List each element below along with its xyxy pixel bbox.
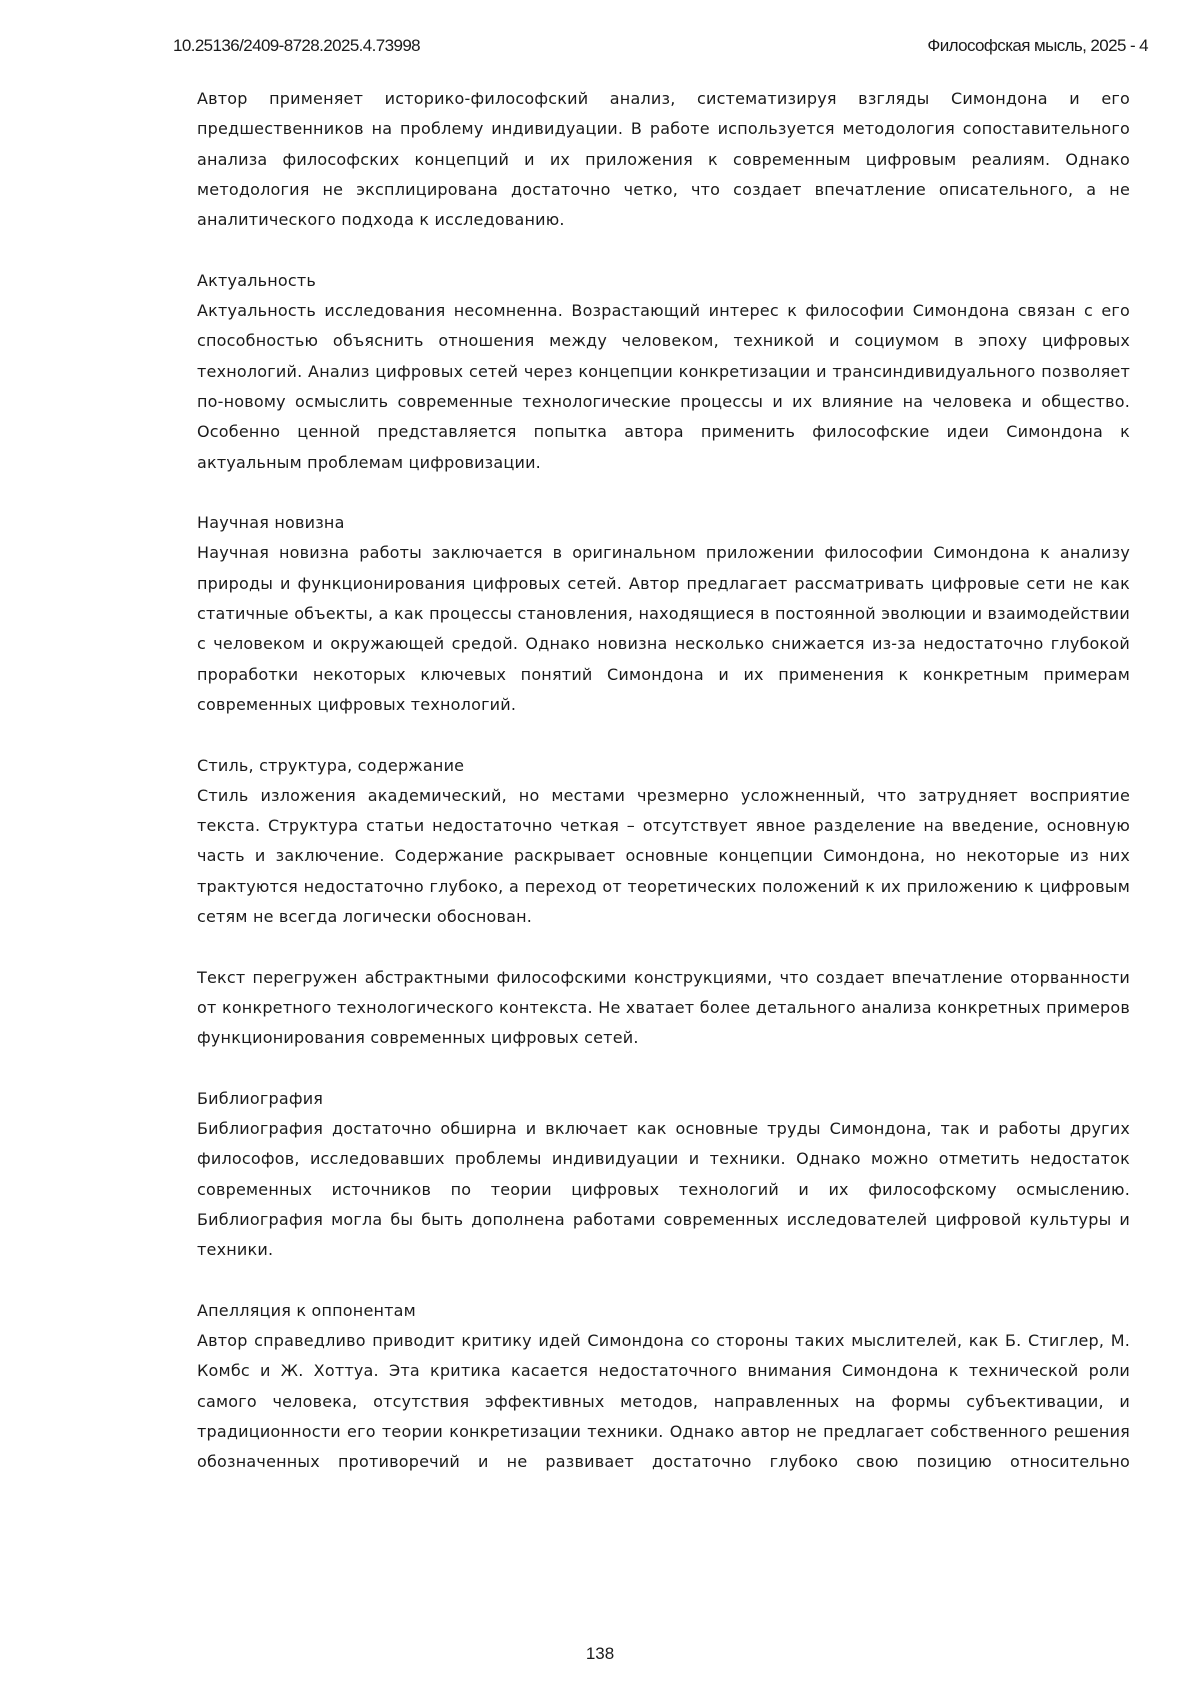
spacer (197, 235, 1130, 265)
section-heading-style: Стиль, структура, содержание (197, 755, 465, 775)
section-text-bibliography: Библиография достаточно обширна и включает как основные труды Симондона, так и работы других философов, исследовавших проблемы индивидуации и техники. Однако можно отметить недостаток современных источников по теории цифровых технологий и их философскому осмыслению. Библиография могла бы быть дополнена работами современных исследователей цифровой культуры и техники. (197, 1119, 1130, 1260)
intro-paragraph: Автор применяет историко-философский анализ, систематизируя взгляды Симондона и его предшественников на проблему индивидуации. В работе используется методология сопоставительного анализа философских концепций и их приложения к современным цифровым реалиям. Однако методология не эксплицирована достаточно четко, что создает впечатление описательного, а не аналитического подхода к исследованию. (197, 89, 1130, 230)
section-heading-novelty: Научная новизна (197, 513, 345, 533)
journal-title: Философская мысль, 2025 - 4 (927, 36, 1148, 55)
doi-label: 10.25136/2409-8728.2025.4.73998 (173, 36, 421, 55)
section-text-style: Стиль изложения академический, но местами чрезмерно усложненный, что затрудняет восприятие текста. Структура статьи недостаточно четкая – отсутствует явное разделение на введение, основную часть и заключение. Содержание раскрывает основные концепции Симондона, но некоторые из них трактуются недостаточно глубоко, а переход от теоретических положений к их приложению к цифровым сетям не всегда логически обоснован. (197, 785, 1130, 927)
page-header (173, 36, 1148, 60)
section-text-opponents: Автор справедливо приводит критику идей Симондона со стороны таких мыслителей, как Б. Стиглер, М. Комбс и Ж. Хоттуа. Эта критика касается недостаточного внимания Симондона к технической роли самого человека, отсутствия эффективных методов, направленных на формы субъективации, и традиционности его теории конкретизации техники. Однако автор не предлагает собственного решения обозначенных противоречий и не развивает достаточно глубоко свою позицию относительно (197, 1331, 1130, 1472)
spacer (197, 1054, 1130, 1084)
spacer (197, 478, 1130, 508)
section-heading-bibliography: Библиография (197, 1088, 324, 1108)
spacer (197, 932, 1130, 962)
section-text-novelty: Научная новизна работы заключается в оригинальном приложении философии Симондона к анализу природы и функционирования цифровых сетей. Автор предлагает рассматривать цифровые сети не как статичные объекты, а как процессы становления, находящиеся в постоянной эволюции и взаимодействии с человеком и окружающей средой. Однако новизна несколько снижается из-за недостаточно глубокой проработки некоторых ключевых понятий Симондона и их применения к конкретным примерам современных цифровых технологий. (197, 543, 1130, 714)
article-body (197, 84, 1130, 1478)
section-text-style-continued: Текст перегружен абстрактными философскими конструкциями, что создает впечатление оторванности от конкретного технологического контекста. Не хватает более детального анализа конкретных примеров функционирования современных цифровых сетей. (197, 967, 1130, 1048)
page-number: 138 (585, 1644, 615, 1663)
spacer (197, 720, 1130, 750)
section-heading-relevance: Актуальность (197, 270, 317, 290)
section-heading-opponents: Апелляция к оппонентам (197, 1300, 416, 1320)
section-text-relevance: Актуальность исследования несомненна. Возрастающий интерес к философии Симондона связан с его способностью объяснить отношения между человеком, техникой и социумом в эпоху цифровых технологий. Анализ цифровых сетей через концепции конкретизации и трансиндивидуального позволяет по-новому осмыслить современные технологические процессы и их влияние на человека и общество. Особенно ценной представляется попытка автора применить философские идеи Симондона к актуальным проблемам цифровизации. (197, 301, 1130, 472)
spacer (197, 1266, 1130, 1296)
